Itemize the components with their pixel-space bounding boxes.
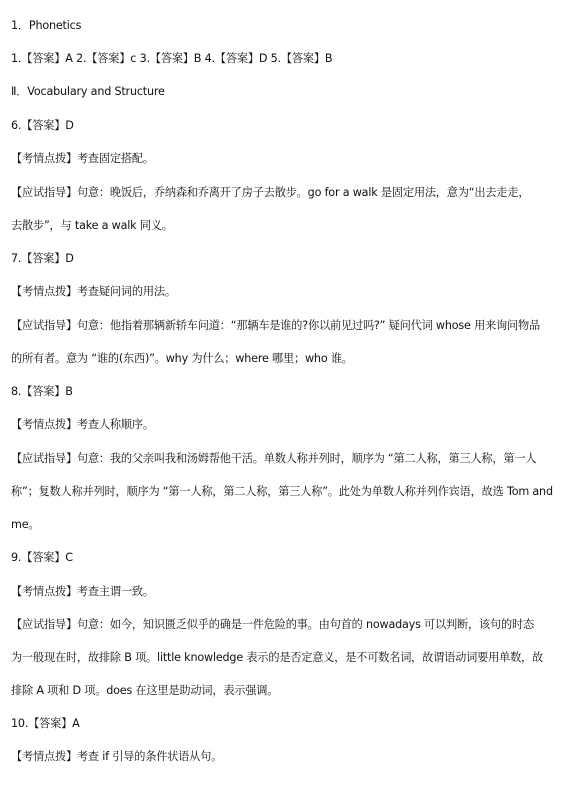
guide-6-line-2: 去散步”，与 take a walk 同义。: [11, 219, 173, 232]
section-title-phonetics: 1．Phonetics: [11, 19, 82, 32]
point-7: 【考情点拨】考查疑问词的用法。: [11, 285, 176, 298]
answer-9: 9.【答案】C: [11, 551, 73, 564]
section-title-vocabulary: Ⅱ．Vocabulary and Structure: [11, 85, 165, 98]
guide-9-line-2: 为一般现在时，故排除 B 项。little knowledge 表示的是否定意义，是不可数名词，故谓语动词要用单数，故: [11, 651, 544, 664]
point-8: 【考情点拨】考查人称顺序。: [11, 418, 154, 431]
guide-7-line-2: 的所有者。意为 “谁的(东西)”。why 为什么；where 哪里；who 谁。: [11, 352, 353, 365]
answer-8: 8.【答案】B: [11, 385, 73, 398]
answer-7: 7.【答案】D: [11, 252, 74, 265]
answer-6: 6.【答案】D: [11, 119, 74, 132]
answer-10: 10.【答案】A: [11, 717, 80, 730]
guide-9-line-3: 排除 A 项和 D 项。does 在这里是助动词，表示强调。: [11, 684, 279, 697]
point-6: 【考情点拨】考查固定搭配。: [11, 152, 154, 165]
point-9: 【考情点拨】考查主谓一致。: [11, 585, 154, 598]
guide-7-line-1: 【应试指导】句意：他指着那辆新轿车问道：“那辆车是谁的?你以前见过吗?” 疑问代词 whose 用来询问物品: [11, 319, 541, 332]
guide-8-line-2: 称”；复数人称并列时，顺序为 “第一人称，第二人称，第三人称”。此处为单数人称并列作宾语，故选 Tom and: [11, 485, 553, 498]
guide-9-line-1: 【应试指导】句意：如今，知识匮乏似乎的确是一件危险的事。由句首的 nowadays 可以判断，该句的时态: [11, 618, 534, 631]
point-10: 【考情点拨】考查 if 引导的条件状语从句。: [11, 750, 223, 763]
guide-6-line-1: 【应试指导】句意：晚饭后，乔纳森和乔离开了房子去散步。go for a walk 是固定用法，意为“出去走走，: [11, 186, 530, 199]
guide-8-line-1: 【应试指导】句意：我的父亲叫我和汤姆帮他干活。单数人称并列时，顺序为 “第二人称，第三人称，第一人: [11, 452, 537, 465]
answers-1-to-5: 1.【答案】A 2.【答案】c 3.【答案】B 4.【答案】D 5.【答案】B: [11, 52, 333, 65]
guide-8-line-3: me。: [11, 518, 40, 531]
